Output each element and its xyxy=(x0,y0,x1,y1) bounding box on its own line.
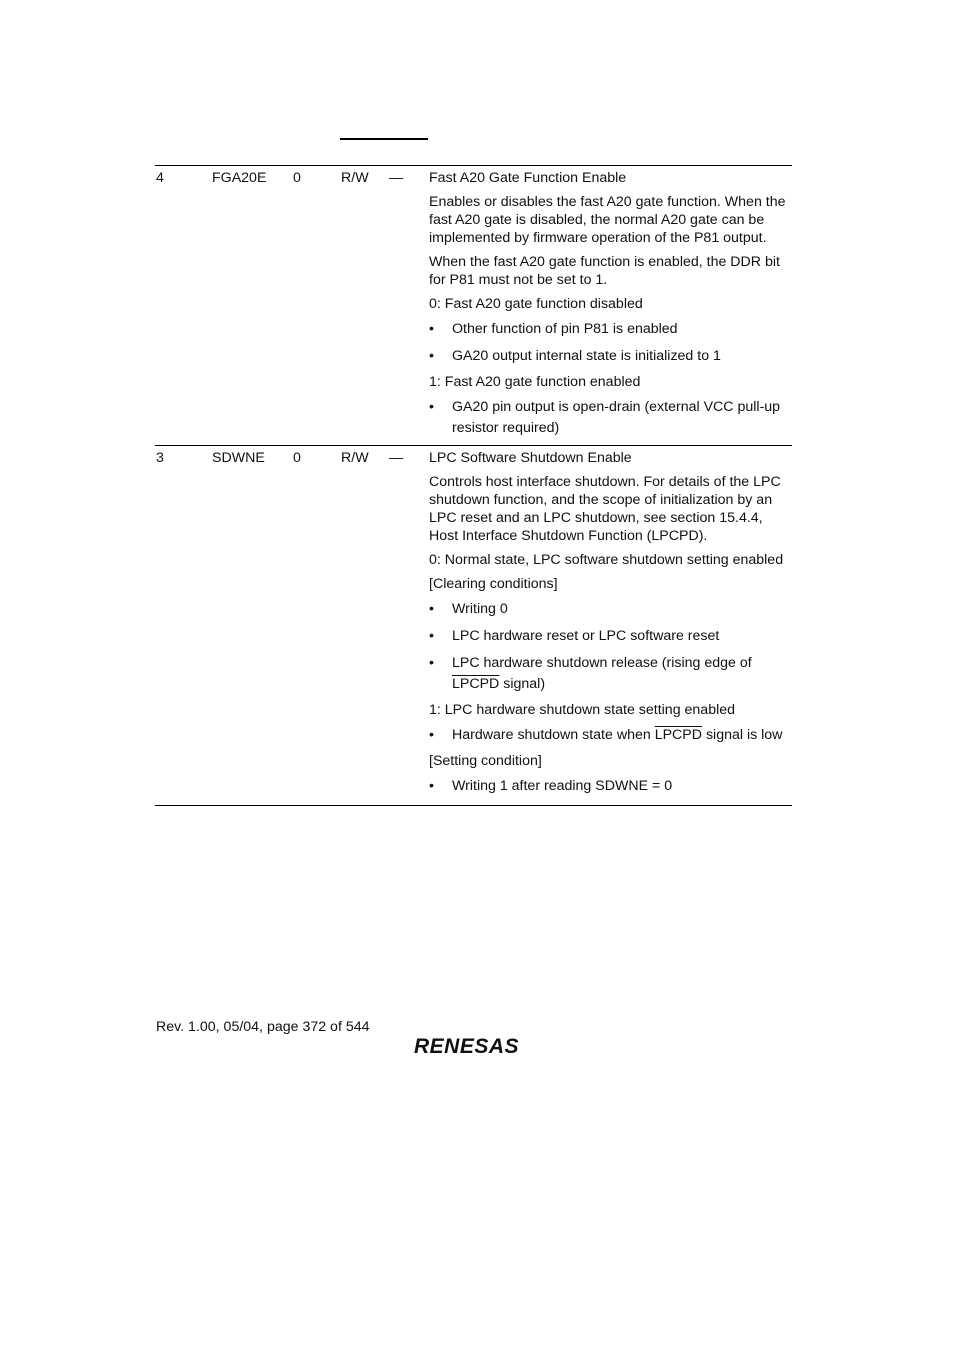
description-paragraph: Fast A20 Gate Function Enable xyxy=(429,170,627,186)
bullet-text-tail: signal is low xyxy=(702,727,783,743)
read-write: R/W xyxy=(341,450,369,466)
bullet-item xyxy=(429,626,791,647)
bullet-icon: • xyxy=(429,399,434,415)
bullet-icon: • xyxy=(429,321,434,337)
read-write: R/W xyxy=(341,170,369,186)
bullet-text-tail: signal) xyxy=(499,676,546,692)
bullet-item xyxy=(429,397,791,439)
description-paragraph: When the fast A20 gate function is enabled, the DDR bit for P81 must not be set to 1. xyxy=(429,254,780,288)
bullet-text: Writing 0 xyxy=(452,601,508,617)
bullet-icon: • xyxy=(429,348,434,364)
bullet-text: GA20 pin output is open-drain (external VCC pull-up resistor required) xyxy=(452,399,781,436)
bit-name: SDWNE xyxy=(212,450,265,466)
bit-name: FGA20E xyxy=(212,170,267,186)
register-bit-table xyxy=(155,165,792,806)
description-paragraph: Enables or disables the fast A20 gate function. When the fast A20 gate is disabled, the normal A20 gate can be implemented by firmware operation of the P81 output. xyxy=(429,194,786,246)
bullet-icon: • xyxy=(429,778,434,794)
bit-description xyxy=(429,169,791,439)
table-row xyxy=(155,446,792,806)
description-paragraph: LPC Software Shutdown Enable xyxy=(429,450,632,466)
signal-name-overlined: LPCPD xyxy=(654,727,702,743)
bullet-item xyxy=(429,319,791,340)
bullet-text: LPC hardware reset or LPC software reset xyxy=(452,628,720,644)
table-row xyxy=(155,166,792,446)
bullet-text: Other function of pin P81 is enabled xyxy=(452,321,678,337)
description-paragraph: 0: Normal state, LPC software shutdown setting enabled xyxy=(429,552,784,568)
description-paragraph: Controls host interface shutdown. For details of the LPC shutdown function, and the scope of initialization by an LPC reset and an LPC shutdown, see section 15.4.4, Host Interface Shutdown Function (LPCPD). xyxy=(429,474,781,544)
description-paragraph: [Clearing conditions] xyxy=(429,576,558,592)
bullet-icon: • xyxy=(429,727,434,743)
signal-name-overlined: LPCPD xyxy=(452,676,500,692)
bullet-item xyxy=(429,346,791,367)
header-rule xyxy=(340,138,428,140)
initial-value: 0 xyxy=(293,450,301,466)
bit-number: 4 xyxy=(156,170,164,186)
bit-description xyxy=(429,449,791,797)
page-footer: Rev. 1.00, 05/04, page 372 of 544 xyxy=(156,1019,370,1035)
description-paragraph: 1: LPC hardware shutdown state setting enabled xyxy=(429,702,736,718)
bullet-icon: • xyxy=(429,655,434,671)
initial-value: 0 xyxy=(293,170,301,186)
description-paragraph: 0: Fast A20 gate function disabled xyxy=(429,296,643,312)
bullet-item xyxy=(429,653,791,695)
bullet-text: Hardware shutdown state when xyxy=(452,727,655,743)
bullet-icon: • xyxy=(429,601,434,617)
dash-cell: — xyxy=(389,170,404,186)
description-paragraph: [Setting condition] xyxy=(429,753,542,769)
description-paragraph: 1: Fast A20 gate function enabled xyxy=(429,374,641,390)
bullet-icon: • xyxy=(429,628,434,644)
renesas-logo xyxy=(413,1034,535,1061)
logo-text: RENESAS xyxy=(414,1035,520,1056)
bullet-text: GA20 output internal state is initialized to 1 xyxy=(452,348,721,364)
bullet-item xyxy=(429,776,791,797)
bullet-text: LPC hardware shutdown release (rising edge of xyxy=(452,655,752,671)
bit-number: 3 xyxy=(156,450,164,466)
bullet-item xyxy=(429,599,791,620)
bullet-text: Writing 1 after reading SDWNE = 0 xyxy=(452,778,673,794)
bullet-item xyxy=(429,725,791,746)
dash-cell: — xyxy=(389,450,404,466)
